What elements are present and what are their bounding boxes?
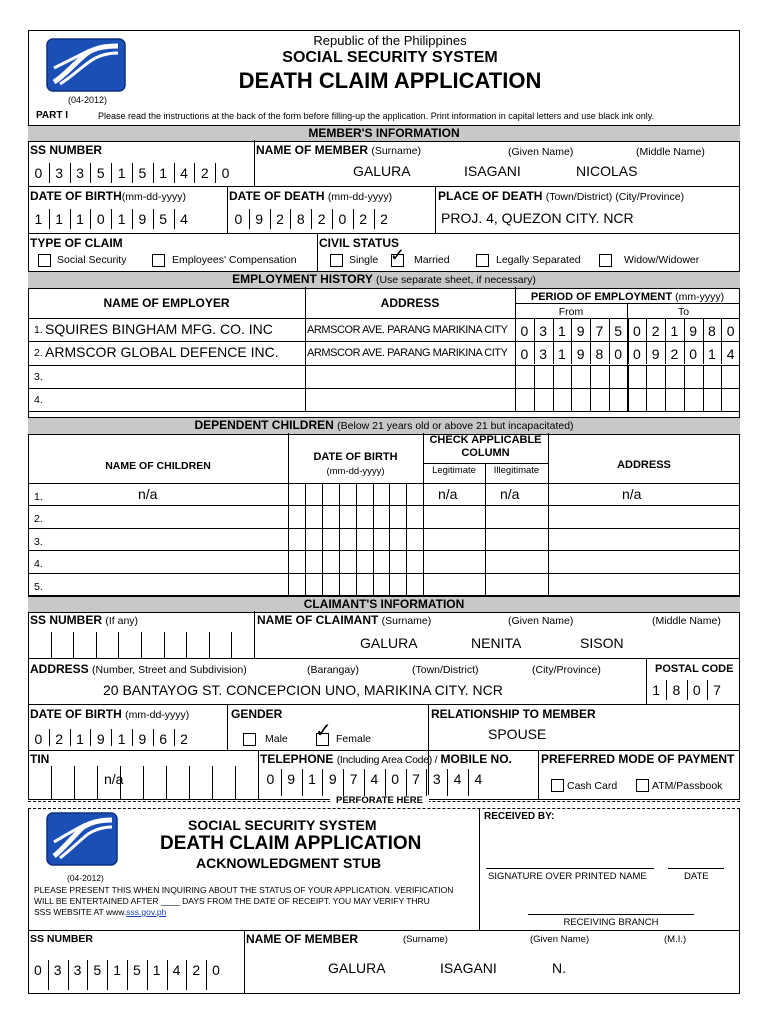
form-version: (04-2012) — [68, 95, 108, 105]
employment-period-digit: 8 — [595, 346, 604, 362]
claimant-surname: GALURA — [360, 635, 418, 651]
relationship-value: SPOUSE — [488, 726, 547, 742]
digit-cell: 4 — [453, 771, 462, 787]
member-dod-label: DATE OF DEATH (mm-dd-yyyy) — [229, 189, 393, 203]
digit-cell: 5 — [159, 211, 168, 227]
member-surname: GALURA — [353, 163, 411, 179]
claim-ss-label: Social Security — [57, 254, 127, 266]
from-label: From — [558, 306, 584, 318]
child-illegitimate: n/a — [500, 486, 520, 502]
digit-cell: 9 — [287, 771, 296, 787]
digit-cell: 8 — [672, 682, 681, 698]
digit-cell: 1 — [117, 165, 126, 181]
employment-period-digit: 9 — [651, 346, 660, 362]
digit-cell: 2 — [380, 211, 388, 227]
signature-label: SIGNATURE OVER PRINTED NAME — [488, 871, 647, 882]
digit-cell: 0 — [34, 165, 43, 181]
digit-cell: 1 — [308, 771, 316, 787]
digit-cell: 2 — [192, 962, 201, 978]
barangay-hint: (Barangay) — [307, 664, 359, 676]
stub-version: (04-2012) — [67, 873, 104, 883]
digit-cell: 0 — [391, 771, 400, 787]
digit-cell: 4 — [180, 211, 188, 227]
form-title: DEATH CLAIM APPLICATION — [238, 68, 542, 93]
payment-cashcard-checkbox[interactable] — [551, 779, 564, 792]
digit-cell: 2 — [200, 165, 209, 181]
employment-address: ARMSCOR AVE. PARANG MARIKINA CITY — [307, 324, 508, 336]
stub-note-1: PLEASE PRESENT THIS WHEN INQUIRING ABOUT THE STATUS OF YOUR APPLICATION. VERIFICATION — [34, 885, 454, 895]
employment-band: EMPLOYMENT HISTORY (Use separate sheet, if necessary) — [28, 271, 740, 289]
civil-widow-checkbox[interactable] — [599, 254, 612, 267]
digit-cell: 0 — [266, 771, 275, 787]
child-row-number: 3. — [34, 535, 43, 548]
employment-period-digit: 1 — [670, 323, 679, 339]
member-pod-label: PLACE OF DEATH (Town/District) (City/Province) — [438, 189, 685, 203]
digit-cell: 2 — [317, 211, 326, 227]
gender-label: GENDER — [231, 707, 283, 721]
child-row-number: 4. — [34, 558, 43, 571]
employment-period-digit: 4 — [726, 346, 735, 362]
member-pod-value: PROJ. 4, QUEZON CITY. NCR — [441, 210, 634, 226]
digit-cell: 1 — [117, 731, 126, 747]
employment-period-digit: 2 — [651, 323, 660, 339]
employment-period-digit: 0 — [689, 346, 698, 362]
employment-period-digit: 3 — [539, 346, 548, 362]
stub-given: ISAGANI — [440, 960, 497, 976]
digit-cell: 1 — [76, 211, 84, 227]
member-middle-label: (Middle Name) — [636, 146, 705, 158]
payment-atm-checkbox[interactable] — [636, 779, 649, 792]
postal-code-label: POSTAL CODE — [655, 663, 734, 675]
address-col-header: ADDRESS — [380, 296, 440, 310]
member-name-label: NAME OF MEMBER (Surname) — [256, 143, 421, 157]
digit-cell: 1 — [152, 962, 161, 978]
digit-cell: 9 — [255, 211, 264, 227]
digit-cell: 2 — [180, 731, 188, 747]
employment-period-digit: 0 — [614, 346, 623, 362]
digit-cell: 3 — [53, 962, 62, 978]
children-address-header: ADDRESS — [617, 459, 671, 471]
stub-mi: N. — [552, 960, 566, 976]
children-dob-header: DATE OF BIRTH — [313, 451, 398, 463]
digit-cell: 1 — [113, 962, 121, 978]
digit-cell: 4 — [474, 771, 483, 787]
member-ss-label: SS NUMBER — [30, 143, 103, 157]
relationship-label: RELATIONSHIP TO MEMBER — [431, 707, 596, 721]
claimant-middle-label: (Middle Name) — [652, 615, 721, 627]
member-middle: NICOLAS — [576, 163, 638, 179]
child-row-number: 2. — [34, 513, 43, 526]
digit-cell: 3 — [55, 165, 64, 181]
digit-cell: 3 — [76, 165, 84, 181]
period-col-header: PERIOD OF EMPLOYMENT (mm-yyyy) — [530, 291, 725, 303]
digit-cell: 2 — [359, 211, 368, 227]
digit-cell: 1 — [159, 165, 168, 181]
digit-cell: 6 — [159, 731, 168, 747]
claimant-address-value: 20 BANTAYOG ST. CONCEPCION UNO, MARIKINA CITY. NCR — [103, 682, 503, 698]
employment-row-number: 2. — [34, 347, 43, 359]
digit-cell: 5 — [132, 962, 141, 978]
digit-cell: 5 — [138, 165, 147, 181]
member-info-band: MEMBER'S INFORMATION — [28, 125, 740, 142]
city-hint: (City/Province) — [532, 664, 601, 676]
digit-cell: 7 — [412, 771, 420, 787]
claimant-middle: SISON — [580, 635, 624, 651]
stub-mi-label: (M.I.) — [664, 934, 687, 945]
member-given: ISAGANI — [464, 163, 521, 179]
digit-cell: 0 — [234, 211, 243, 227]
payment-label: PREFERRED MODE OF PAYMENT — [541, 752, 735, 766]
civil-status-label: CIVIL STATUS — [319, 236, 400, 250]
to-label: To — [677, 306, 690, 318]
stub-surname-label: (Surname) — [403, 934, 448, 945]
digit-cell: 7 — [349, 771, 358, 787]
town-hint: (Town/District) — [412, 664, 479, 676]
instructions: Please read the instructions at the back of the form before filling-up the application. Print information in capital letters and use black ink only. — [98, 111, 655, 121]
gender-male-label: Male — [265, 733, 288, 745]
digit-cell: 1 — [34, 211, 43, 227]
civil-separated-checkbox[interactable] — [476, 254, 489, 267]
digit-cell: 5 — [96, 165, 105, 181]
claimant-given-label: (Given Name) — [508, 615, 574, 627]
children-illegit-header: Illegitimate — [493, 465, 540, 476]
civil-single-label: Single — [349, 254, 379, 266]
sss-website-link[interactable]: sss.gov.ph — [126, 907, 167, 917]
tin-label: TIN — [30, 752, 50, 766]
claimant-dob-label: DATE OF BIRTH (mm-dd-yyyy) — [30, 707, 190, 721]
perforate-label: PERFORATE HERE — [330, 795, 429, 806]
employment-employer: ARMSCOR GLOBAL DEFENCE INC. — [45, 344, 279, 360]
stub-subtitle: ACKNOWLEDGMENT STUB — [196, 855, 382, 871]
digit-cell: 9 — [96, 731, 105, 747]
claim-ss-checkbox[interactable] — [38, 254, 51, 267]
employment-period-digit: 1 — [707, 346, 716, 362]
stub-note-2: WILL BE ENTERTAINED AFTER ____ DAYS FROM THE DATE OF RECEIPT. YOU MAY VERIFY THRU — [34, 896, 430, 906]
claim-type-label: TYPE OF CLAIM — [30, 236, 123, 250]
receiving-branch-label: RECEIVING BRANCH — [563, 917, 659, 928]
member-given-label: (Given Name) — [508, 146, 574, 158]
claimant-given: NENITA — [471, 635, 522, 651]
claimant-address-label: ADDRESS (Number, Street and Subdivision) — [30, 662, 247, 676]
stub-sss-logo — [46, 812, 118, 866]
stub-name-label: NAME OF MEMBER — [246, 932, 358, 946]
phone-digits — [260, 771, 489, 787]
children-legit-header: Legitimate — [432, 465, 476, 476]
children-name-header: NAME OF CHILDREN — [105, 460, 211, 472]
digit-cell: 4 — [172, 962, 181, 978]
children-dob-hint: (mm-dd-yyyy) — [326, 466, 385, 477]
employment-period-digit: 0 — [726, 323, 735, 339]
digit-cell: 1 — [76, 731, 84, 747]
civil-married-label: Married — [414, 254, 450, 266]
digit-cell: 4 — [180, 165, 188, 181]
digit-cell: 1 — [652, 682, 661, 698]
claimant-name-label: NAME OF CLAIMANT (Surname) — [257, 613, 432, 627]
digit-cell: 9 — [138, 211, 147, 227]
employment-period-digit: 0 — [520, 323, 529, 339]
employment-period-digit: 0 — [520, 346, 529, 362]
digit-cell: 0 — [212, 962, 220, 978]
employment-row-number: 3. — [34, 371, 43, 383]
civil-separated-label: Legally Separated — [496, 254, 581, 266]
tin-value: n/a — [104, 771, 124, 787]
civil-widow-label: Widow/Widower — [624, 254, 700, 266]
employment-period-digit: 7 — [595, 323, 604, 339]
stub-ss-label: SS NUMBER — [30, 933, 94, 945]
gender-female-label: Female — [336, 733, 372, 745]
employment-row-number: 1. — [34, 324, 43, 336]
phone-label: TELEPHONE (Including Area Code) / MOBILE NO. — [260, 752, 512, 766]
claim-ec-label: Employees' Compensation — [172, 254, 297, 266]
stub-given-label: (Given Name) — [530, 934, 590, 945]
civil-single-checkbox[interactable] — [330, 254, 343, 267]
employment-period-digit: 5 — [614, 323, 623, 339]
digit-cell: 7 — [713, 682, 721, 698]
digit-cell: 0 — [96, 211, 105, 227]
received-by-label: RECEIVED BY: — [484, 811, 555, 822]
digit-cell: 1 — [55, 211, 64, 227]
payment-cashcard-label: Cash Card — [567, 780, 618, 792]
digit-cell: 9 — [328, 771, 337, 787]
employment-period-digit: 3 — [539, 323, 548, 339]
employment-period-digit: 9 — [576, 323, 585, 339]
employer-col-header: NAME OF EMPLOYER — [103, 296, 230, 310]
digit-cell: 5 — [93, 962, 102, 978]
digit-cell: 0 — [34, 731, 43, 747]
employment-period-digit: 0 — [632, 346, 641, 362]
part-label: PART I — [36, 110, 69, 121]
employment-employer: SQUIRES BINGHAM MFG. CO. INC — [45, 321, 273, 337]
digit-cell: 4 — [370, 771, 379, 787]
payment-atm-label: ATM/Passbook — [652, 780, 723, 792]
claimant-band: CLAIMANT'S INFORMATION — [28, 596, 740, 613]
gender-female-check-icon: ✓ — [315, 720, 332, 742]
digit-cell: 2 — [276, 211, 284, 227]
digit-cell: 0 — [221, 165, 230, 181]
employment-period-digit: 2 — [670, 346, 679, 362]
child-row-number: 5. — [34, 580, 43, 593]
employment-period-digit: 1 — [557, 346, 566, 362]
digit-cell: 2 — [55, 731, 64, 747]
child-legitimate: n/a — [438, 486, 458, 502]
digit-cell: 8 — [296, 211, 305, 227]
stub-title: DEATH CLAIM APPLICATION — [160, 833, 422, 854]
stub-surname: GALURA — [328, 960, 386, 976]
employment-period-digit: 8 — [707, 323, 716, 339]
employment-address: ARMSCOR AVE. PARANG MARIKINA CITY — [307, 347, 508, 359]
employment-period-digit: 0 — [632, 323, 641, 339]
digit-cell: 3 — [73, 962, 82, 978]
employment-period-digit: 1 — [557, 323, 566, 339]
child-row-number: 1. — [34, 491, 43, 503]
agency-name: SOCIAL SECURITY SYSTEM — [282, 49, 498, 66]
stub-note-3: SSS WEBSITE AT www.sss.gov.ph — [34, 907, 167, 917]
civil-married-check-icon: ✓ — [390, 245, 406, 265]
sss-logo — [46, 38, 126, 92]
digit-cell: 1 — [117, 211, 126, 227]
stub-agency: SOCIAL SECURITY SYSTEM — [188, 817, 377, 833]
digit-cell: 0 — [692, 682, 701, 698]
digit-cell: 0 — [338, 211, 347, 227]
employment-row-number: 4. — [34, 394, 43, 406]
member-dob-label: DATE OF BIRTH(mm-dd-yyyy) — [30, 189, 186, 203]
claimant-ss-label: SS NUMBER (If any) — [30, 613, 139, 627]
child-address: n/a — [622, 486, 642, 502]
stub-date-label: DATE — [684, 871, 709, 882]
claim-ec-checkbox[interactable] — [152, 254, 165, 267]
digit-cell: 3 — [432, 771, 441, 787]
children-band: DEPENDENT CHILDREN (Below 21 years old or above 21 but incapacitated) — [28, 417, 740, 435]
children-check-header: CHECK APPLICABLE COLUMN — [429, 434, 542, 459]
republic-label: Republic of the Philippines — [313, 33, 467, 48]
employment-period-digit: 9 — [576, 346, 585, 362]
digit-cell: 0 — [34, 962, 42, 978]
digit-cell: 9 — [138, 731, 147, 747]
employment-period-digit: 9 — [689, 323, 698, 339]
child-name: n/a — [138, 486, 158, 502]
gender-male-checkbox[interactable] — [243, 733, 256, 746]
